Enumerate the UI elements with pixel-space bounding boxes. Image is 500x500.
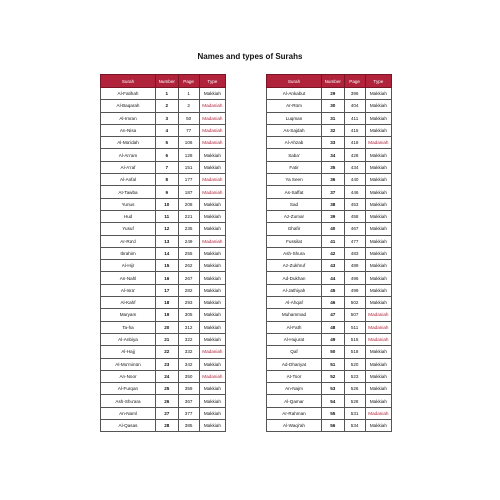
page-number-cell: 282: [178, 284, 199, 296]
surah-type-cell: Makkiah: [365, 358, 391, 370]
table-row: [267, 137, 392, 149]
surah-table: [266, 74, 392, 432]
surah-name-cell: Al-Hajj: [101, 346, 156, 358]
surah-name-cell: Al-Mu'minūn: [101, 358, 156, 370]
surah-number-cell: 41: [322, 235, 345, 247]
surah-name-cell: Qaf: [267, 346, 322, 358]
page-number-cell: 235: [178, 223, 199, 235]
surah-number-cell: 3: [156, 112, 179, 124]
table-row: [101, 210, 226, 222]
table-row: [267, 100, 392, 112]
table-row: [267, 210, 392, 222]
surah-type-cell: Makkiah: [365, 186, 391, 198]
page-number-cell: 177: [178, 174, 199, 186]
surah-name-cell: Fatir: [267, 161, 322, 173]
page-number-cell: 367: [178, 395, 199, 407]
table-row: [101, 198, 226, 210]
surah-number-cell: 52: [322, 370, 345, 382]
surah-type-cell: Makkiah: [199, 149, 225, 161]
surah-type-cell: Madaniah: [365, 309, 391, 321]
table-header-row: [101, 75, 226, 88]
surah-type-cell: Makkiah: [365, 272, 391, 284]
surah-number-cell: 53: [322, 383, 345, 395]
surah-name-cell: Al-A'raf: [101, 161, 156, 173]
surah-type-cell: Madaniah: [365, 137, 391, 149]
table-row: [101, 223, 226, 235]
surah-name-cell: Luqman: [267, 112, 322, 124]
table-row: [267, 395, 392, 407]
surah-number-cell: 19: [156, 309, 179, 321]
surah-type-cell: Makkiah: [365, 100, 391, 112]
surah-number-cell: 6: [156, 149, 179, 161]
page-number-cell: 377: [178, 407, 199, 419]
surah-type-cell: Makkiah: [199, 333, 225, 345]
surah-type-cell: Makkiah: [199, 260, 225, 272]
surah-number-cell: 5: [156, 137, 179, 149]
table-header-row: [267, 75, 392, 88]
surah-number-cell: 51: [322, 358, 345, 370]
surah-type-cell: Makkiah: [199, 223, 225, 235]
surah-table-right: [266, 74, 392, 432]
table-row: [101, 321, 226, 333]
table-row: [101, 346, 226, 358]
page-number-cell: 2: [178, 100, 199, 112]
page-number-cell: 151: [178, 161, 199, 173]
surah-type-cell: Makkiah: [365, 112, 391, 124]
page-number-cell: 305: [178, 309, 199, 321]
surah-type-cell: Makkiah: [199, 247, 225, 259]
table-row: [267, 407, 392, 419]
surah-type-cell: Makkiah: [199, 161, 225, 173]
surah-name-cell: An-Naml: [101, 407, 156, 419]
table-row: [267, 309, 392, 321]
surah-number-cell: 2: [156, 100, 179, 112]
table-row: [267, 112, 392, 124]
surah-number-cell: 16: [156, 272, 179, 284]
surah-name-cell: Muhammad: [267, 309, 322, 321]
surah-name-cell: Al-Isra': [101, 284, 156, 296]
page-number-cell: 411: [344, 112, 365, 124]
table-row: [267, 149, 392, 161]
surah-type-cell: Madaniah: [199, 112, 225, 124]
header-number: Number: [322, 75, 345, 88]
page-number-cell: 483: [344, 247, 365, 259]
surah-type-cell: Makkiah: [365, 161, 391, 173]
surah-name-cell: Al-Furqan: [101, 383, 156, 395]
page-number-cell: 502: [344, 297, 365, 309]
surah-number-cell: 32: [322, 124, 345, 136]
surah-name-cell: Al-Ma'idah: [101, 137, 156, 149]
page-number-cell: 293: [178, 297, 199, 309]
surah-type-cell: Makkiah: [365, 247, 391, 259]
surah-name-cell: Al-Waqi'ah: [267, 420, 322, 432]
page-number-cell: 518: [344, 346, 365, 358]
surah-name-cell: Al-Imran: [101, 112, 156, 124]
table-row: [267, 370, 392, 382]
surah-name-cell: Al-Jathiyah: [267, 284, 322, 296]
surah-name-cell: Ar-Ra'd: [101, 235, 156, 247]
table-row: [267, 333, 392, 345]
header-surah: Surah: [267, 75, 322, 88]
table-row: [267, 260, 392, 272]
page-number-cell: 446: [344, 186, 365, 198]
surah-number-cell: 33: [322, 137, 345, 149]
header-surah: Surah: [101, 75, 156, 88]
surah-name-cell: Fussilat: [267, 235, 322, 247]
surah-name-cell: Ad-Dukhan: [267, 272, 322, 284]
page-number-cell: 523: [344, 370, 365, 382]
surah-type-cell: Makkiah: [365, 297, 391, 309]
surah-type-cell: Makkiah: [365, 88, 391, 100]
surah-name-cell: Al-Anfal: [101, 174, 156, 186]
surah-type-cell: Makkiah: [365, 174, 391, 186]
surah-type-cell: Makkiah: [199, 198, 225, 210]
surah-number-cell: 50: [322, 346, 345, 358]
surah-number-cell: 15: [156, 260, 179, 272]
table-row: [101, 383, 226, 395]
page-number-cell: 322: [178, 333, 199, 345]
surah-number-cell: 49: [322, 333, 345, 345]
surah-type-cell: Makkiah: [365, 383, 391, 395]
surah-name-cell: Al-Fatihah: [101, 88, 156, 100]
table-row: [267, 346, 392, 358]
surah-name-cell: Al-Anbiya: [101, 333, 156, 345]
surah-name-cell: Al-Qamar: [267, 395, 322, 407]
surah-name-cell: Saba': [267, 149, 322, 161]
surah-number-cell: 12: [156, 223, 179, 235]
surah-type-cell: Madaniah: [199, 124, 225, 136]
page-number-cell: 1: [178, 88, 199, 100]
table-row: [101, 407, 226, 419]
surah-number-cell: 22: [156, 346, 179, 358]
surah-name-cell: Ar-Rūm: [267, 100, 322, 112]
table-row: [101, 284, 226, 296]
table-row: [101, 112, 226, 124]
table-row: [101, 149, 226, 161]
table-row: [101, 174, 226, 186]
surah-name-cell: Ibrahim: [101, 247, 156, 259]
surah-name-cell: Al-Fath: [267, 321, 322, 333]
surah-number-cell: 46: [322, 297, 345, 309]
page-number-cell: 511: [344, 321, 365, 333]
surah-type-cell: Makkiah: [365, 346, 391, 358]
surah-number-cell: 35: [322, 161, 345, 173]
surah-name-cell: An-Najm: [267, 383, 322, 395]
surah-type-cell: Makkiah: [199, 210, 225, 222]
page-number-cell: 342: [178, 358, 199, 370]
surah-name-cell: Az-Zukhruf: [267, 260, 322, 272]
surah-number-cell: 37: [322, 186, 345, 198]
page-number-cell: 187: [178, 186, 199, 198]
page-number-cell: 526: [344, 383, 365, 395]
page-number-cell: 520: [344, 358, 365, 370]
surah-number-cell: 1: [156, 88, 179, 100]
surah-type-cell: Makkiah: [199, 88, 225, 100]
table-row: [267, 161, 392, 173]
surah-type-cell: Madaniah: [199, 174, 225, 186]
surah-number-cell: 56: [322, 420, 345, 432]
surah-name-cell: Al-Hujurat: [267, 333, 322, 345]
surah-type-cell: Makkiah: [365, 210, 391, 222]
table-row: [267, 420, 392, 432]
surah-type-cell: Madaniah: [365, 321, 391, 333]
surah-number-cell: 45: [322, 284, 345, 296]
surah-type-cell: Makkiah: [365, 198, 391, 210]
surah-name-cell: As-Saffat: [267, 186, 322, 198]
surah-name-cell: Ash-Shura: [267, 247, 322, 259]
surah-name-cell: An-Noor: [101, 370, 156, 382]
surah-name-cell: Al-Kahf: [101, 297, 156, 309]
surah-number-cell: 44: [322, 272, 345, 284]
table-row: [101, 186, 226, 198]
page-number-cell: 249: [178, 235, 199, 247]
table-row: [267, 358, 392, 370]
surah-type-cell: Makkiah: [199, 407, 225, 419]
table-row: [267, 198, 392, 210]
page-number-cell: 106: [178, 137, 199, 149]
table-row: [267, 88, 392, 100]
page-number-cell: 267: [178, 272, 199, 284]
surah-type-cell: Makkiah: [199, 358, 225, 370]
page-number-cell: 440: [344, 174, 365, 186]
table-row: [101, 333, 226, 345]
table-row: [267, 272, 392, 284]
page-number-cell: 404: [344, 100, 365, 112]
page-number-cell: 507: [344, 309, 365, 321]
table-row: [101, 420, 226, 432]
page-number-cell: 128: [178, 149, 199, 161]
surah-type-cell: Makkiah: [199, 420, 225, 432]
page-number-cell: 332: [178, 346, 199, 358]
surah-type-cell: Makkiah: [365, 420, 391, 432]
page-number-cell: 499: [344, 284, 365, 296]
surah-number-cell: 55: [322, 407, 345, 419]
surah-name-cell: Al-Ankabut: [267, 88, 322, 100]
surah-type-cell: Makkiah: [365, 124, 391, 136]
page-number-cell: 458: [344, 210, 365, 222]
surah-number-cell: 13: [156, 235, 179, 247]
surah-type-cell: Makkiah: [199, 395, 225, 407]
page-number-cell: 453: [344, 198, 365, 210]
surah-type-cell: Madaniah: [199, 346, 225, 358]
table-row: [267, 235, 392, 247]
surah-type-cell: Makkiah: [199, 284, 225, 296]
table-row: [267, 284, 392, 296]
surah-type-cell: Makkiah: [365, 235, 391, 247]
surah-type-cell: Madaniah: [199, 100, 225, 112]
page-number-cell: 428: [344, 149, 365, 161]
table-row: [101, 358, 226, 370]
page-number-cell: 418: [344, 137, 365, 149]
surah-number-cell: 36: [322, 174, 345, 186]
table-row: [101, 137, 226, 149]
table-row: [101, 100, 226, 112]
surah-type-cell: Makkiah: [199, 272, 225, 284]
surah-number-cell: 21: [156, 333, 179, 345]
surah-type-cell: Makkiah: [365, 370, 391, 382]
page-number-cell: 534: [344, 420, 365, 432]
surah-name-cell: Al-Baqarah: [101, 100, 156, 112]
surah-number-cell: 42: [322, 247, 345, 259]
surah-number-cell: 47: [322, 309, 345, 321]
surah-number-cell: 10: [156, 198, 179, 210]
header-page: Page: [344, 75, 365, 88]
surah-type-cell: Madaniah: [199, 370, 225, 382]
surah-number-cell: 34: [322, 149, 345, 161]
header-number: Number: [156, 75, 179, 88]
table-row: [101, 395, 226, 407]
page-number-cell: 396: [344, 88, 365, 100]
surah-name-cell: Ta-ha: [101, 321, 156, 333]
surah-number-cell: 26: [156, 395, 179, 407]
surah-number-cell: 39: [322, 210, 345, 222]
surah-number-cell: 29: [322, 88, 345, 100]
table-row: [267, 223, 392, 235]
surah-name-cell: Maryam: [101, 309, 156, 321]
table-row: [101, 88, 226, 100]
page-number-cell: 50: [178, 112, 199, 124]
table-row: [101, 309, 226, 321]
surah-number-cell: 8: [156, 174, 179, 186]
surah-name-cell: At-Tawba: [101, 186, 156, 198]
surah-name-cell: Yunus: [101, 198, 156, 210]
surah-number-cell: 40: [322, 223, 345, 235]
page-number-cell: 262: [178, 260, 199, 272]
surah-number-cell: 14: [156, 247, 179, 259]
page-number-cell: 515: [344, 333, 365, 345]
surah-number-cell: 54: [322, 395, 345, 407]
table-row: [267, 321, 392, 333]
table-row: [101, 370, 226, 382]
page-number-cell: 77: [178, 124, 199, 136]
surah-name-cell: Yusuf: [101, 223, 156, 235]
table-row: [101, 235, 226, 247]
page-number-cell: 359: [178, 383, 199, 395]
header-type: Type: [199, 75, 225, 88]
surah-number-cell: 23: [156, 358, 179, 370]
surah-number-cell: 7: [156, 161, 179, 173]
surah-name-cell: Al-Qasas: [101, 420, 156, 432]
page-number-cell: 350: [178, 370, 199, 382]
surah-name-cell: Ar-Rahman: [267, 407, 322, 419]
surah-number-cell: 28: [156, 420, 179, 432]
surah-number-cell: 9: [156, 186, 179, 198]
page-number-cell: 477: [344, 235, 365, 247]
surah-name-cell: Ghafir: [267, 223, 322, 235]
surah-number-cell: 11: [156, 210, 179, 222]
surah-type-cell: Makkiah: [199, 383, 225, 395]
table-row: [267, 247, 392, 259]
surah-table: [100, 74, 226, 432]
surah-number-cell: 24: [156, 370, 179, 382]
page-number-cell: 489: [344, 260, 365, 272]
page-number-cell: 528: [344, 395, 365, 407]
surah-type-cell: Makkiah: [199, 297, 225, 309]
surah-name-cell: Al-Hijr: [101, 260, 156, 272]
table-row: [101, 124, 226, 136]
surah-table-left: [100, 74, 226, 432]
surah-number-cell: 48: [322, 321, 345, 333]
table-row: [101, 272, 226, 284]
surah-type-cell: Madaniah: [199, 137, 225, 149]
surah-type-cell: Makkiah: [199, 321, 225, 333]
surah-type-cell: Makkiah: [365, 284, 391, 296]
table-row: [267, 383, 392, 395]
surah-name-cell: Hud: [101, 210, 156, 222]
surah-name-cell: An-Nahl: [101, 272, 156, 284]
table-row: [101, 297, 226, 309]
header-type: Type: [365, 75, 391, 88]
surah-type-cell: Makkiah: [365, 395, 391, 407]
surah-number-cell: 27: [156, 407, 179, 419]
surah-number-cell: 31: [322, 112, 345, 124]
page-number-cell: 385: [178, 420, 199, 432]
surah-type-cell: Makkiah: [365, 260, 391, 272]
table-row: [101, 260, 226, 272]
page-title: Names and types of Surahs: [197, 52, 303, 61]
surah-name-cell: As-Sajdah: [267, 124, 322, 136]
page-number-cell: 221: [178, 210, 199, 222]
page-number-cell: 531: [344, 407, 365, 419]
surah-number-cell: 43: [322, 260, 345, 272]
surah-name-cell: Ad-Dhariyat: [267, 358, 322, 370]
page-number-cell: 496: [344, 272, 365, 284]
surah-type-cell: Madaniah: [199, 186, 225, 198]
surah-number-cell: 18: [156, 297, 179, 309]
table-row: [101, 247, 226, 259]
table-row: [267, 297, 392, 309]
table-row: [267, 124, 392, 136]
surah-name-cell: Ash-Shu'ara: [101, 395, 156, 407]
page-number-cell: 208: [178, 198, 199, 210]
surah-type-cell: Makkiah: [365, 149, 391, 161]
surah-name-cell: Sad: [267, 198, 322, 210]
surah-number-cell: 4: [156, 124, 179, 136]
surah-type-cell: Makkiah: [365, 223, 391, 235]
surah-type-cell: Madaniah: [365, 407, 391, 419]
surah-type-cell: Makkiah: [199, 309, 225, 321]
surah-type-cell: Madaniah: [365, 333, 391, 345]
surah-number-cell: 38: [322, 198, 345, 210]
surah-name-cell: An-Nisa: [101, 124, 156, 136]
page-number-cell: 467: [344, 223, 365, 235]
surah-name-cell: Al-Ahqaf: [267, 297, 322, 309]
surah-type-cell: Madaniah: [199, 235, 225, 247]
surah-name-cell: Al-An'am: [101, 149, 156, 161]
table-row: [101, 161, 226, 173]
page-number-cell: 434: [344, 161, 365, 173]
surah-name-cell: Az-Zumar: [267, 210, 322, 222]
surah-name-cell: At-Toor: [267, 370, 322, 382]
surah-name-cell: Al-Ahzab: [267, 137, 322, 149]
page-number-cell: 255: [178, 247, 199, 259]
surah-number-cell: 30: [322, 100, 345, 112]
table-row: [267, 186, 392, 198]
page-number-cell: 415: [344, 124, 365, 136]
table-row: [267, 174, 392, 186]
surah-number-cell: 25: [156, 383, 179, 395]
surah-name-cell: Ya Seen: [267, 174, 322, 186]
surah-number-cell: 17: [156, 284, 179, 296]
surah-number-cell: 20: [156, 321, 179, 333]
header-page: Page: [178, 75, 199, 88]
page-number-cell: 312: [178, 321, 199, 333]
